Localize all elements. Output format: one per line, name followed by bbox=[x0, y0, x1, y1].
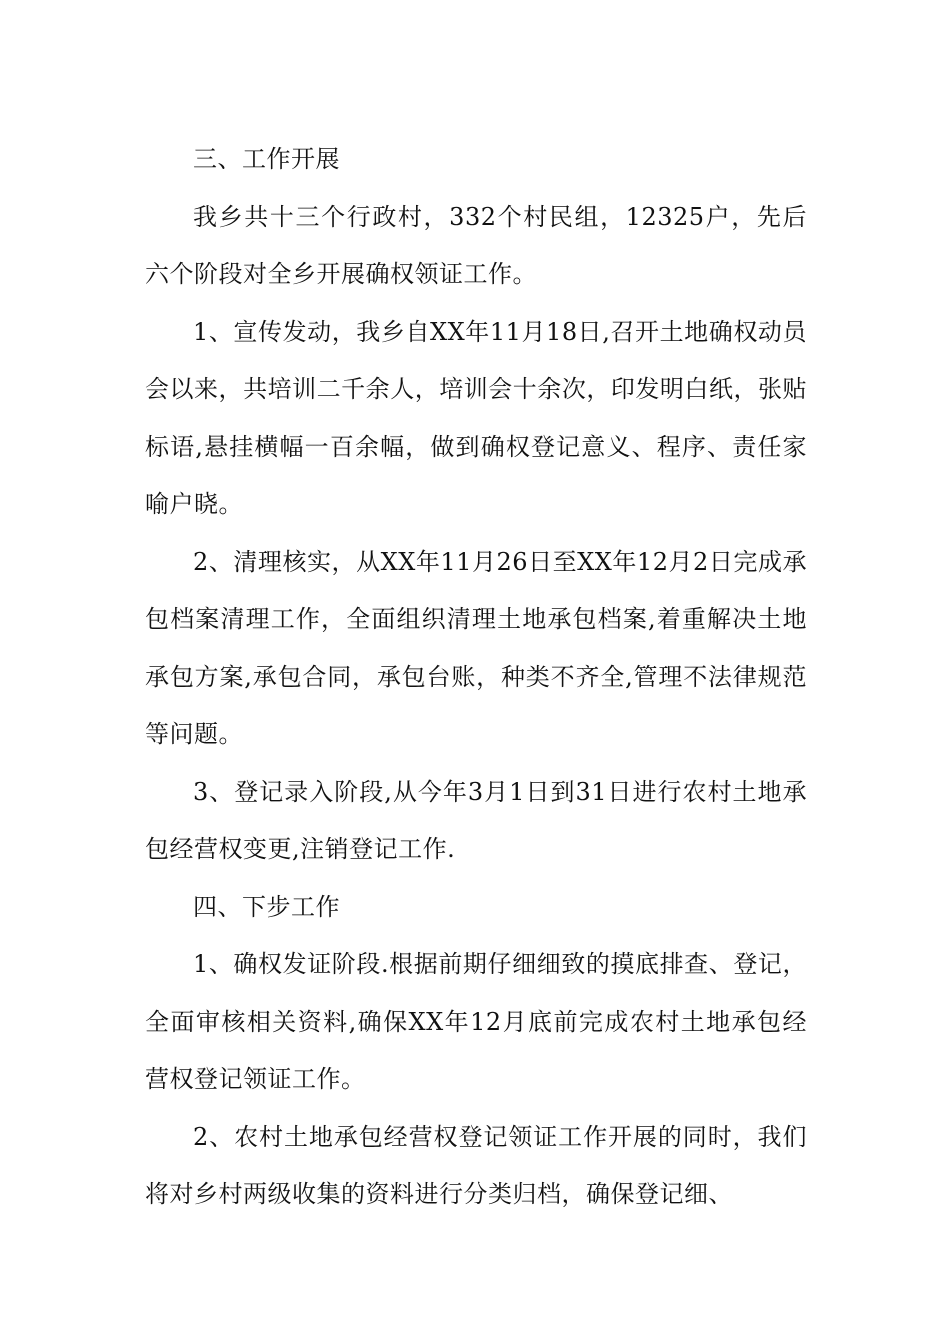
paragraph-verification: 2、清理核实，从XX年11月26日至XX年12月2日完成承包档案清理工作，全面组织清理土地承包档案,着重解决土地承包方案,承包合同，承包台账，种类不齐全,管理不法律规范等问题。 bbox=[145, 547, 807, 748]
paragraph-registration-entry: 3、登记录入阶段,从今年3月1日到31日进行农村土地承包经营权变更,注销登记工作. bbox=[145, 777, 807, 863]
section-heading-next-steps: 四、下步工作 bbox=[193, 892, 340, 921]
section-heading-work-progress: 三、工作开展 bbox=[193, 145, 340, 173]
paragraph-certification: 1、确权发证阶段.根据前期仔细细致的摸底排查、登记，全面审核相关资料,确保XX年12月底前完成农村土地承包经营权登记领证工作。 bbox=[145, 950, 807, 1093]
paragraph-overview: 我乡共十三个行政村，332个村民组，12325户，先后六个阶段对全乡开展确权领证工作。 bbox=[145, 202, 807, 288]
document-body bbox=[145, 131, 807, 1224]
paragraph-archiving: 2、农村土地承包经营权登记领证工作开展的同时，我们将对乡村两级收集的资料进行分类归档，确保登记细、 bbox=[145, 1122, 807, 1208]
paragraph-publicity: 1、宣传发动，我乡自XX年11月18日,召开土地确权动员会以来，共培训二千余人，培训会十余次，印发明白纸，张贴标语,悬挂横幅一百余幅，做到确权登记意义、程序、责任家喻户晓。 bbox=[145, 317, 807, 518]
